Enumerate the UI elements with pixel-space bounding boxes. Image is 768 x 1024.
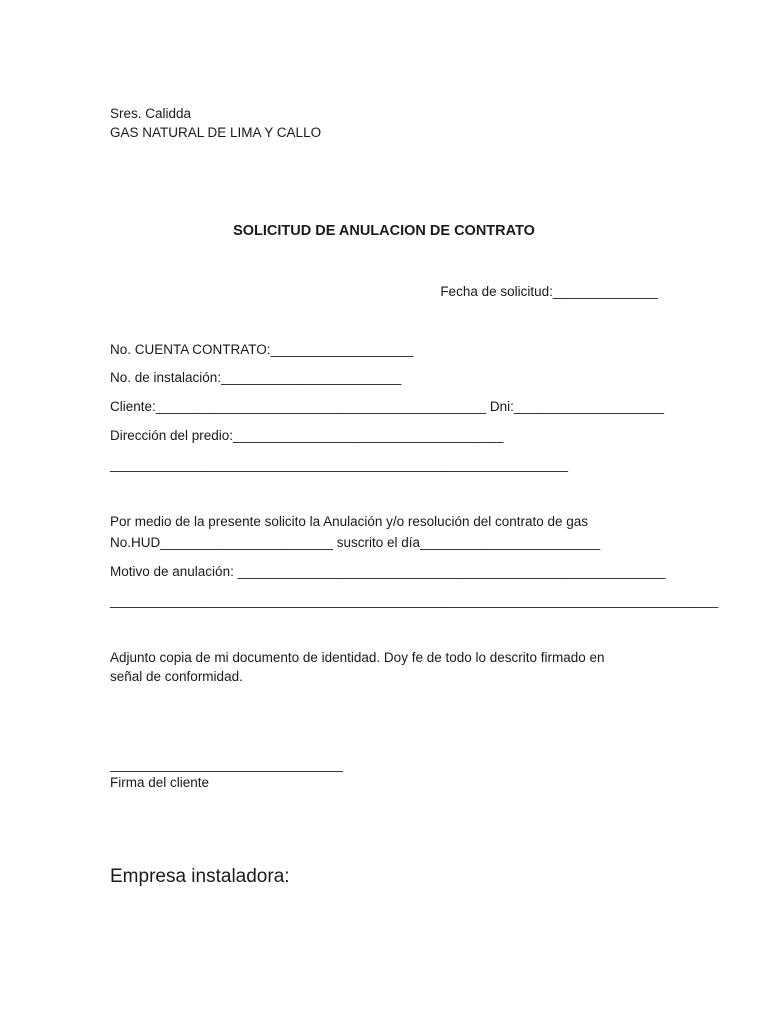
request-paragraph-line-2: No.HUD_______________________ suscrito el día________________________: [110, 535, 601, 550]
signature-label: Firma del cliente: [110, 775, 210, 790]
signature-line: _______________________________: [110, 757, 343, 772]
declaration-line-2: señal de conformidad.: [110, 669, 243, 684]
motivo-continuation-line: _________________________________________________________________________________: [110, 593, 719, 608]
request-paragraph-line-1: Por medio de la presente solicito la Anulación y/o resolución del contrato de gas: [110, 514, 589, 529]
empresa-instaladora-label: Empresa instaladora:: [110, 866, 290, 887]
instalacion-field: No. de instalación:________________________: [110, 370, 402, 385]
addressee-line-1: Sres. Calidda: [110, 106, 192, 121]
fecha-solicitud-field: Fecha de solicitud:______________: [440, 284, 658, 299]
declaration-line-1: Adjunto copia de mi documento de identidad. Doy fe de todo lo descrito firmado en: [110, 650, 605, 665]
direccion-field: Dirección del predio:____________________________________: [110, 428, 504, 443]
direccion-continuation-line: _____________________________________________________________: [110, 457, 568, 472]
addressee-line-2: GAS NATURAL DE LIMA Y CALLO: [110, 125, 322, 140]
document-title: SOLICITUD DE ANULACION DE CONTRATO: [233, 223, 535, 239]
motivo-field: Motivo de anulación: _________________________________________________________: [110, 564, 666, 579]
cliente-dni-field: Cliente:____________________________________________ Dni:____________________: [110, 399, 665, 414]
cuenta-contrato-field: No. CUENTA CONTRATO:___________________: [110, 342, 414, 357]
